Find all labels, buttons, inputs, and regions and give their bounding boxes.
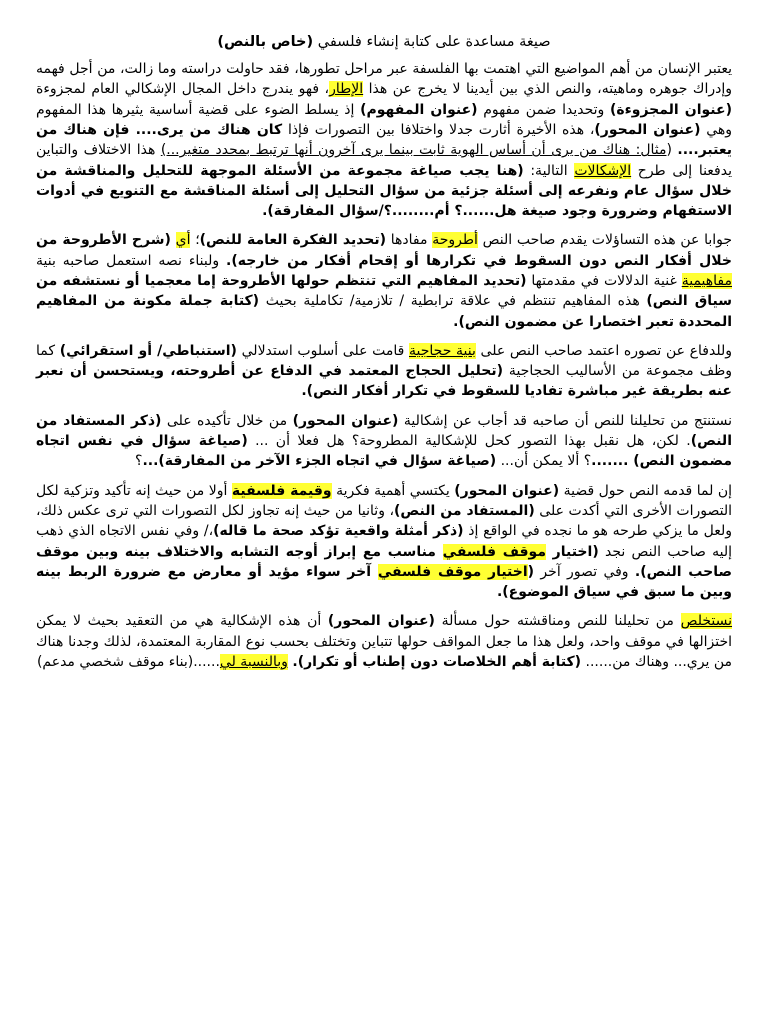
text-segment: ، فهو يندرج داخل المجال الإشكالي العام لمجزوءة bbox=[36, 81, 330, 98]
text-segment: (صياغة سؤال في نفس اتجاه مضمون النص) ....... bbox=[36, 433, 732, 470]
text-segment: (صياغة سؤال في اتجاه الجزء الآخر من المفارقة)... bbox=[142, 453, 497, 470]
text-segment: مفاهيمية bbox=[681, 272, 732, 289]
paragraph-discussion-questions bbox=[36, 411, 732, 472]
text-segment: موقف فلسفي bbox=[442, 543, 546, 560]
text-segment: (عنوان المحور) bbox=[292, 412, 399, 429]
text-segment: من تحليلنا للنص ومناقشته حول مسألة bbox=[434, 613, 681, 630]
text-segment: ؛ bbox=[190, 232, 200, 249]
text-segment: (كتابة جملة مكونة من المفاهيم المحددة تعبر اختصارا عن مضمون النص). bbox=[36, 293, 732, 330]
text-segment: مثال: هناك من يرى أن أساس الهوية ثابت بينما يرى آخرون أنها ترتبط بمحدد متغير...) bbox=[160, 142, 667, 159]
paragraph-discussion bbox=[36, 481, 732, 603]
text-segment: ، هذه الأخيرة أثارت جدلا واختلافا بين التصورات فإذا bbox=[282, 121, 595, 138]
text-segment: ( bbox=[666, 142, 678, 159]
text-segment: مناسب مع إبراز أوجه التشابه والاختلاف بينه وبين موقف صاحب النص). bbox=[36, 543, 732, 580]
text-segment: (اختيار bbox=[546, 543, 599, 560]
text-segment: أولا من حيث إنه تأكيد وتزكية لكل التصورات الأخرى التي أكدت على bbox=[36, 482, 732, 519]
paragraph-conclusion bbox=[36, 611, 732, 672]
text-segment: أن هذه الإشكالية هي من التعقيد بحيث لا يمكن اختزالها في موقف واحد، ولعل هذا ما جعل المواقف حولها تتباين وتختلف بحسب نوع المقاربة المعتمدة، لذلك وجدنا هناك من يري... وهناك من...... bbox=[36, 613, 732, 671]
text-segment: غنية الدلالات في مقدمتها bbox=[526, 272, 682, 289]
page-title bbox=[36, 32, 732, 53]
text-segment: أي bbox=[175, 232, 191, 249]
text-segment: (تحليل الحجاج المعتمد في الدفاع عن أطروحته، ويستحسن أن نعبر عنه بطريقة غير مباشرة تفاديا للسقوط في تكرار أفكار النص). bbox=[36, 363, 732, 400]
text-segment: (عنوان المحور) bbox=[327, 613, 435, 630]
text-segment: من خلال تأكيده على bbox=[161, 412, 293, 429]
text-segment: التالية: bbox=[523, 162, 575, 179]
text-segment: نستنتج من تحليلنا للنص أن صاحبه قد أجاب عن إشكالية bbox=[398, 412, 733, 429]
text-segment: ......(بناء موقف شخصي مدعم) bbox=[36, 654, 220, 671]
text-segment: كان هناك من يرى.... فإن هناك من يعتبر.... bbox=[36, 121, 732, 159]
text-segment: وللدفاع عن تصوره اعتمد صاحب النص على bbox=[475, 342, 732, 359]
text-segment: أطروحة bbox=[432, 232, 478, 249]
text-segment: وبالنسبة لي bbox=[219, 654, 288, 671]
text-segment: هذه المفاهيم تنتظم في علاقة ترابطية / تلازمية/ تكاملية بحيث bbox=[259, 293, 647, 310]
text-segment: جوابا عن هذه التساؤلات يقدم صاحب النص bbox=[477, 232, 733, 249]
text-segment: اختيار موقف فلسفي bbox=[377, 563, 528, 580]
text-segment: يعتبر الإنسان من أهم المواضيع التي اهتمت بها الفلسفة عبر مراحل تطورها، فقد حاولت دراسته وما زالت، من أجل فهمه وإدراك جوهره وماهيته، والنص الذي بين أيدينا لا يخرج عن هذا bbox=[36, 61, 732, 98]
text-segment: (عنوان المحور) bbox=[454, 482, 560, 499]
text-segment: (ذكر المستفاد من النص) bbox=[36, 412, 732, 450]
text-segment: (كتابة أهم الخلاصات دون إطناب أو تكرار). bbox=[292, 654, 582, 671]
text-segment: إذ يسلط الضوء على قضية أساسية يثيرها هذا المفهوم وهي bbox=[36, 101, 733, 138]
paragraph-argumentation bbox=[36, 341, 732, 402]
text-segment: (هنا يجب صياغة مجموعة من الأسئلة الموجهة للتحليل والمناقشة من خلال سؤال عام ونفرعه إلى أسئلة جزئية من سؤال التحليل إلى أسئلة المناقشة مع التنويع في أدوات الاستفهام وضرورة وجود صيغة هل......؟ أم........؟/سؤال المفارقة). bbox=[36, 162, 732, 220]
text-segment: ،/ وفي نفس الاتجاه الذي ذهب إليه صاحب النص نجد bbox=[36, 523, 732, 560]
text-segment: ؟ bbox=[135, 453, 143, 470]
title-tag: (خاص بالنص) bbox=[217, 34, 314, 50]
text-segment: (استنباطي/ أو استقرائي) bbox=[59, 342, 237, 359]
text-segment: ؟ ألا يمكن أن... bbox=[496, 453, 592, 470]
paragraph-introduction bbox=[36, 59, 732, 221]
text-segment: هذا الاختلاف والتباين يدفعنا إلى طرح bbox=[36, 142, 732, 179]
text-segment: (تحديد الفكرة العامة للنص) bbox=[199, 232, 387, 249]
title-main: صيغة مساعدة على كتابة إنشاء فلسفي bbox=[317, 34, 551, 50]
text-segment: الإطار bbox=[329, 81, 364, 98]
text-segment: بنية حجاجية bbox=[409, 342, 476, 359]
paragraph-thesis bbox=[36, 230, 732, 331]
text-segment: مفادها bbox=[386, 232, 433, 249]
text-segment: الإشكالات bbox=[574, 162, 632, 179]
text-segment: . لكن، هل نقبل بهذا التصور كحل للإشكالية المطروحة؟ هل فعلا أن ... bbox=[247, 433, 691, 450]
text-segment: وتحديدا ضمن مفهوم bbox=[477, 101, 610, 118]
text-segment: إن لما قدمه النص حول قضية bbox=[559, 482, 732, 499]
text-segment: (عنوان المفهوم) bbox=[360, 101, 478, 118]
text-segment: وقيمة فلسفية bbox=[231, 482, 332, 499]
text-segment: قامت على أسلوب استدلالي bbox=[236, 342, 409, 359]
text-segment: (تحديد المفاهيم التي تنتظم حولها الأطروحة إما معجميا أو نستشفه من سياق النص) bbox=[36, 272, 732, 310]
text-segment: (المستفاد من النص) bbox=[394, 502, 535, 519]
text-segment: يكتسي أهمية فكرية bbox=[331, 482, 455, 499]
text-segment: ( bbox=[527, 563, 535, 580]
text-segment: ولبناء نصه استعمل صاحبه بنية bbox=[36, 252, 227, 269]
text-segment: (شرح الأطروحة من خلال أفكار النص دون السقوط في تكرارها أو إقحام أفكار من خارجه). bbox=[36, 232, 732, 269]
text-segment: (عنوان المجزوءة) bbox=[609, 101, 732, 118]
text-segment bbox=[171, 232, 176, 248]
text-segment: كما وظف مجموعة من الأساليب الحجاجية bbox=[36, 342, 733, 380]
text-segment: نستخلص bbox=[680, 613, 733, 630]
text-segment: (عنوان المحور) bbox=[594, 121, 701, 138]
text-segment: وفي تصور آخر bbox=[534, 563, 635, 580]
text-segment: آخر سواء مؤيد أو معارض مع ضرورة الربط بينه وبين ما سبق في سياق الموضوع). bbox=[36, 563, 732, 601]
text-segment: (ذكر أمثلة واقعية تؤكد صحة ما قاله) bbox=[213, 523, 464, 540]
text-segment: ، وثانيا من حيث إنه تجاوز لكل التصورات التي ترى عكس ذلك، ولعل ما يزكي طرحه هو ما نجده في الواقع إذ bbox=[36, 502, 732, 540]
